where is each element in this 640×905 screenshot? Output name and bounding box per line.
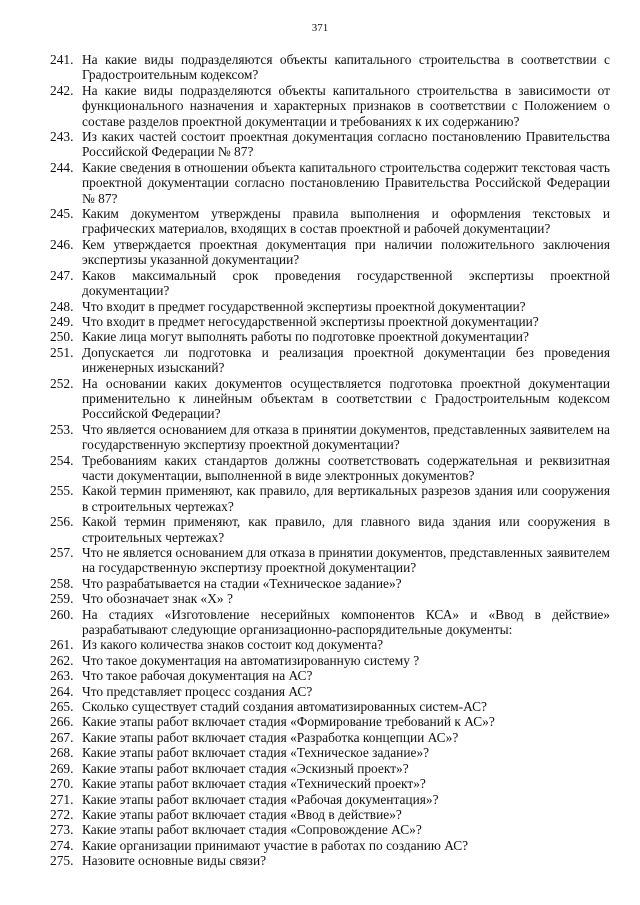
question-text: Назовите основные виды связи? bbox=[82, 853, 267, 869]
question-item bbox=[50, 822, 610, 837]
question-item bbox=[50, 853, 610, 868]
page-number: 371 bbox=[311, 22, 329, 34]
question-text: Каким документом утверждены правила выполнения и оформления текстовых и графических материалов, входящих в состав проектной и рабочей документации? bbox=[82, 206, 610, 237]
question-item bbox=[50, 206, 610, 237]
question-text: Что входит в предмет государственной экспертизы проектной документации? bbox=[82, 298, 526, 314]
question-number: 260. bbox=[50, 606, 74, 622]
question-item bbox=[50, 422, 610, 453]
question-item bbox=[50, 329, 610, 344]
question-number: 261. bbox=[50, 637, 74, 653]
question-number: 252. bbox=[50, 375, 74, 391]
question-item bbox=[50, 52, 610, 83]
question-text: Что разрабатывается на стадии «Техническое задание»? bbox=[82, 575, 402, 591]
question-number: 257. bbox=[50, 545, 74, 560]
question-number: 272. bbox=[50, 806, 74, 822]
question-text: Требованиям каких стандартов должны соответствовать содержательная и реквизитная части документации, выполненной в виде электронных документов? bbox=[82, 452, 610, 483]
question-number: 255. bbox=[50, 483, 74, 499]
question-text: Какие этапы работ включает стадия «Техническое задание»? bbox=[82, 745, 430, 761]
question-item bbox=[50, 237, 610, 268]
question-text: Какие этапы работ включает стадия «Ввод в действие»? bbox=[82, 806, 402, 822]
question-item bbox=[50, 129, 610, 160]
question-text: Что такое рабочая документация на АС? bbox=[82, 668, 313, 684]
question-number: 242. bbox=[50, 82, 74, 98]
question-text: Какие сведения в отношении объекта капитального строительства содержит текстовая часть проектной документации согласно постановлению Правительства Российской Федерации № 87? bbox=[82, 159, 610, 206]
question-text: Что такое документация на автоматизированную систему ? bbox=[82, 652, 420, 668]
question-text: Какой термин применяют, как правило, для вертикальных разрезов здания или сооружения в строительных чертежах? bbox=[82, 483, 610, 514]
question-item bbox=[50, 730, 610, 745]
question-number: 269. bbox=[50, 760, 74, 776]
question-number: 270. bbox=[50, 776, 74, 792]
question-text: На основании каких документов осуществляется подготовка проектной документации применительно к линейным объектам в соответствии с Градостроительным кодексом Российской Федерации? bbox=[82, 375, 610, 422]
question-text: Какие этапы работ включает стадия «Формирование требований к АС»? bbox=[82, 714, 495, 730]
question-number: 274. bbox=[50, 837, 74, 853]
question-number: 275. bbox=[50, 853, 74, 869]
question-text: Какие лица могут выполнять работы по подготовке проектной документации? bbox=[82, 329, 529, 345]
question-number: 253. bbox=[50, 421, 74, 437]
question-number: 249. bbox=[50, 313, 74, 329]
question-item bbox=[50, 314, 610, 329]
question-number: 268. bbox=[50, 745, 74, 761]
question-text: Какие этапы работ включает стадия «Эскизный проект»? bbox=[82, 760, 409, 776]
question-text: Из какого количества знаков состоит код документа? bbox=[82, 637, 384, 653]
question-text: Какой термин применяют, как правило, для главного вида здания или сооружения в строительных чертежах? bbox=[82, 514, 610, 545]
question-text: Кем утверждается проектная документация при наличии положительного заключения экспертизы указанной документации? bbox=[82, 236, 610, 268]
question-text: На какие виды подразделяются объекты капитального строительства в соответствии с Градостроительным кодексом? bbox=[82, 52, 610, 83]
question-number: 245. bbox=[50, 206, 74, 222]
question-item bbox=[50, 453, 610, 484]
question-text: Сколько существует стадий создания автоматизированных систем-АС? bbox=[82, 699, 487, 715]
question-text: Каков максимальный срок проведения государственной экспертизы проектной документации? bbox=[82, 267, 610, 299]
question-text: Какие этапы работ включает стадия «Технический проект»? bbox=[82, 776, 426, 792]
question-item bbox=[50, 268, 610, 299]
question-text: Какие этапы работ включает стадия «Рабочая документация»? bbox=[82, 791, 439, 807]
question-number: 251. bbox=[50, 344, 74, 360]
question-item bbox=[50, 714, 610, 729]
question-number: 259. bbox=[50, 591, 74, 607]
question-text: Что не является основанием для отказа в принятии документов, представленных заявителем на государственную экспертизу проектной документации? bbox=[82, 545, 610, 576]
question-number: 266. bbox=[50, 714, 74, 730]
question-text: На какие виды подразделяются объекты капитального строительства в зависимости от функционального назначения и характерных признаков в соответствии с Положением о составе разделов проектной документации и требованиях к их содержанию? bbox=[82, 82, 610, 129]
question-item bbox=[50, 160, 610, 206]
question-number: 248. bbox=[50, 298, 74, 314]
question-item bbox=[50, 761, 610, 776]
question-item bbox=[50, 792, 610, 807]
question-item bbox=[50, 376, 610, 422]
question-text: Какие этапы работ включает стадия «Сопровождение АС»? bbox=[82, 822, 422, 838]
question-number: 243. bbox=[50, 129, 74, 145]
question-text: Что обозначает знак «Х» ? bbox=[82, 591, 233, 607]
question-number: 258. bbox=[50, 575, 74, 591]
question-text: Какие этапы работ включает стадия «Разработка концепции АС»? bbox=[82, 729, 459, 745]
question-item bbox=[50, 653, 610, 668]
question-item bbox=[50, 684, 610, 699]
question-number: 247. bbox=[50, 267, 74, 283]
question-number: 267. bbox=[50, 729, 74, 745]
question-text: На стадиях «Изготовление несерийных компонентов КСА» и «Ввод в действие» разрабатывают следующие организационно-распорядительные документы: bbox=[82, 606, 610, 638]
question-item bbox=[50, 637, 610, 652]
question-item bbox=[50, 591, 610, 606]
question-text: Какие организации принимают участие в работах по созданию АС? bbox=[82, 837, 469, 853]
question-number: 246. bbox=[50, 236, 74, 252]
question-number: 256. bbox=[50, 514, 74, 530]
question-item bbox=[50, 807, 610, 822]
question-item bbox=[50, 607, 610, 638]
question-item bbox=[50, 483, 610, 514]
question-item bbox=[50, 576, 610, 591]
question-text: Что входит в предмет негосударственной экспертизы проектной документации? bbox=[82, 313, 539, 329]
question-list bbox=[50, 52, 610, 869]
question-item bbox=[50, 545, 610, 576]
question-item bbox=[50, 83, 610, 129]
question-number: 271. bbox=[50, 791, 74, 807]
question-item bbox=[50, 345, 610, 376]
question-item bbox=[50, 668, 610, 683]
question-item bbox=[50, 838, 610, 853]
question-item bbox=[50, 776, 610, 791]
question-item bbox=[50, 745, 610, 760]
question-item bbox=[50, 299, 610, 314]
question-text: Из каких частей состоит проектная документация согласно постановлению Правительства Российской Федерации № 87? bbox=[82, 129, 610, 160]
question-number: 264. bbox=[50, 683, 74, 699]
question-number: 244. bbox=[50, 159, 74, 175]
question-text: Допускается ли подготовка и реализация проектной документации без проведения инженерных изысканий? bbox=[82, 344, 610, 376]
question-item bbox=[50, 699, 610, 714]
question-number: 241. bbox=[50, 52, 74, 67]
question-number: 254. bbox=[50, 452, 74, 468]
question-item bbox=[50, 514, 610, 545]
question-number: 263. bbox=[50, 668, 74, 684]
question-text: Что является основанием для отказа в принятии документов, представленных заявителем на государственную экспертизу проектной документации? bbox=[82, 421, 610, 453]
question-number: 250. bbox=[50, 329, 74, 345]
question-text: Что представляет процесс создания АС? bbox=[82, 683, 313, 699]
question-number: 273. bbox=[50, 822, 74, 838]
question-number: 262. bbox=[50, 652, 74, 668]
question-number: 265. bbox=[50, 699, 74, 715]
